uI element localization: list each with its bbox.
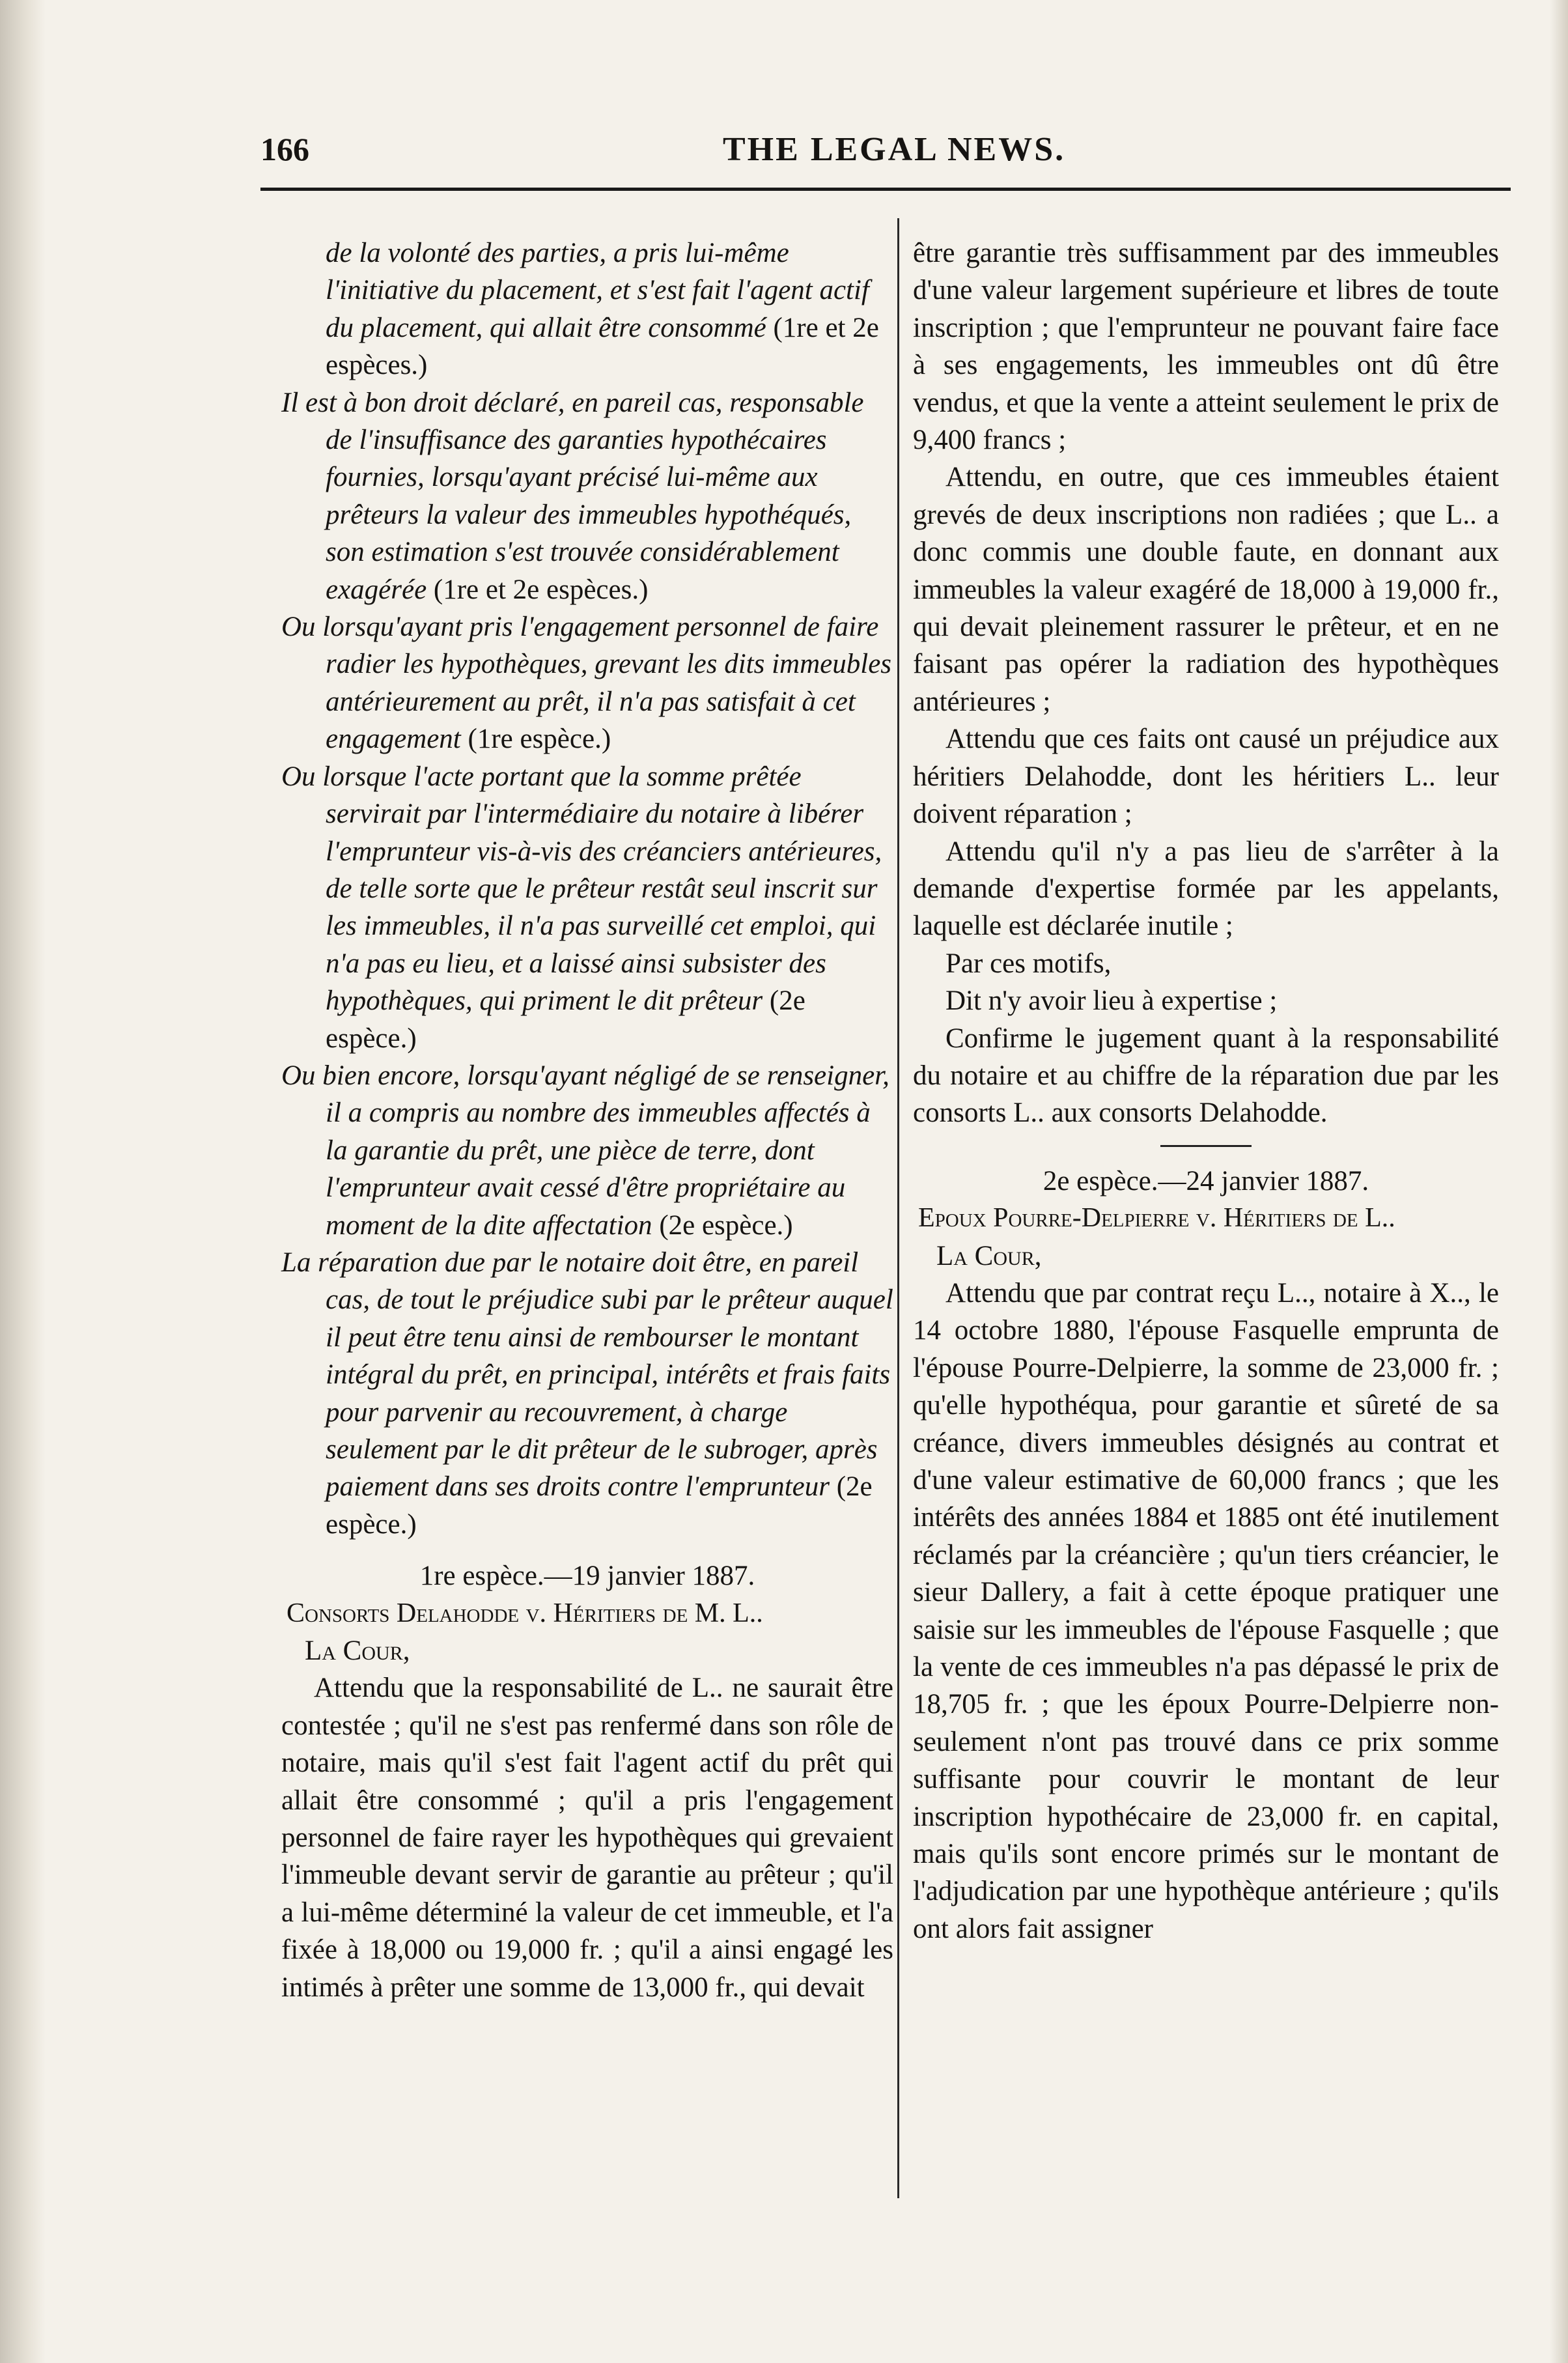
case-1-court: La Cour, [305,1635,410,1667]
case-2-date: 2e espèce.—24 janvier 1887. [1043,1165,1369,1196]
case-1-date: 1re espèce.—19 janvier 1887. [419,1561,755,1592]
left-column [281,234,893,2006]
summary-text: Ou bien encore, lorsqu'ayant négligé de se renseigner, il a compris au nombre des immeubles affectés à la garantie du prêt, une pièce de terre, dont l'emprunteur avait cessé d'être propriétaire au moment de la dite affectation [281,1060,889,1241]
summary-case-ref: (2e espèce.) [652,1210,793,1241]
summary-text: La réparation due par le notaire doit être, en pareil cas, de tout le préjudice subi par le prêteur auquel il peut être tenu ainsi de rembourser le montant intégral du prêt, en principal, intérêts et frais faits pour parvenir au recouvrement, à charge seulement par le dit prêteur de le subroger, après paiement dans ses droits contre l'emprunteur [281,1247,893,1503]
case-2-judgment-text: Attendu que par contrat reçu L.., notaire à X.., le 14 octobre 1880, l'épouse Fasquelle emprunta de l'épouse Pourre-Delpierre, la somme de 23,000 fr. ; qu'elle hypothéqua, pour garantie et sûreté de sa créance, divers immeubles désignés au contrat et d'une valeur estimative de 60,000 francs ; que les intérêts des années 1884 et 1885 ont été inutilement réclamés par la créancière ; qu'un tiers créancier, le sieur Dallery, a fait à cette époque pratiquer une saisie sur les immeubles de l'épouse Fasquelle ; que la vente de ces immeubles n'a pas dépassé le prix de 18,705 fr. ; que les époux Pourre-Delpierre non-seulement n'ont pas trouvé dans ce prix somme suffisante pour couvrir le montant de leur inscription hypothécaire de 23,000 fr. en capital, mais qu'ils sont encore primés sur le montant de l'adjudication par une hypothèque antérieure ; qu'ils ont alors fait assigner [913,1277,1499,1944]
summary-case-ref: (1re et 2e espèces.) [427,574,649,605]
case-2-parties: Epoux Pourre-Delpierre v. Héritiers de L.. [918,1203,1395,1234]
page-header [260,130,1511,182]
judgment-paragraph-6: Dit n'y avoir lieu à expertise ; [945,985,1278,1017]
right-column [913,234,1499,1947]
judgment-paragraph-2: Attendu, en outre, que ces immeubles étaient grevés de deux inscriptions non radiées ; que L.. a donc commis une double faute, en donnant aux immeubles la valeur exagéré de 18,000 à 19,000 fr., qui devait pleinement rassurer le prêteur, et en ne faisant pas opérer la radiation des hypothèques antérieures ; [913,462,1499,717]
summary-paragraph-4 [281,758,893,1057]
summary-paragraph-2 [281,384,893,608]
section-rule [1160,1145,1252,1147]
summary-text: de la volonté des parties, a pris lui-même l'initiative du placement, et s'est fait l'agent actif du placement, qui allait être consommé [326,238,869,343]
summary-paragraph-3 [281,608,893,758]
header-rule [260,188,1511,191]
judgment-paragraph-1: être garantie très suffisamment par des immeubles d'une valeur largement supérieure et libres de toute inscription ; que l'emprunteur ne pouvant faire face à ses engagements, les immeubles ont dû être vendus, et que la vente a atteint seulement le prix de 9,400 francs ; [913,238,1499,456]
page-edge-shadow [1550,0,1568,2363]
case-2-court: La Cour, [936,1240,1042,1271]
summary-case-ref: (2e espèce.) [326,985,805,1054]
judgment-paragraph-7: Confirme le jugement quant à la responsabilité du notaire et au chiffre de la réparation due par les consorts L.. aux consorts Delahodde. [913,1023,1499,1129]
binding-shadow [0,0,46,2363]
running-head: THE LEGAL NEWS. [723,131,1066,168]
summary-text: Ou lorsque l'acte portant que la somme prêtée servirait par l'intermédiaire du notaire à libérer l'emprunteur vis-à-vis des créanciers antérieures, de telle sorte que le prêteur restât seul inscrit sur les immeubles, il n'a pas surveillé cet emploi, qui n'a pas eu lieu, et a laissé ainsi subsister des hypothèques, qui priment le dit prêteur [281,761,882,1017]
summary-paragraph-6 [281,1244,893,1543]
page-number: 166 [260,131,309,167]
spacer [281,1543,893,1557]
summary-text: Il est à bon droit déclaré, en pareil cas, responsable de l'insuffisance des garanties hypothécaires fournies, lorsqu'ayant précisé lui-même aux prêteurs la valeur des immeubles hypothéqués, son estimation s'est trouvée considérablement exagérée [281,387,864,605]
case-1-parties: Consorts Delahodde v. Héritiers de M. L.. [287,1598,763,1628]
summary-text: Ou lorsqu'ayant pris l'engagement personnel de faire radier les hypothèques, grevant les dits immeubles antérieurement au prêt, il n'a pas satisfait à cet engagement [281,612,892,755]
column-divider [897,218,899,2198]
summary-paragraph-5 [281,1057,893,1244]
judgment-paragraph-4: Attendu qu'il n'y a pas lieu de s'arrêter à la demande d'expertise formée par les appelants, laquelle est déclarée inutile ; [913,836,1499,942]
summary-paragraph-1 [281,234,893,384]
summary-case-ref: (1re espèce.) [460,724,611,755]
summary-case-ref: (1re et 2e espèces.) [326,312,879,381]
judgment-paragraph-3: Attendu que ces faits ont causé un préjudice aux héritiers Delahodde, dont les héritiers L.. leur doivent réparation ; [913,724,1499,830]
summary-case-ref: (2e espèce.) [326,1471,873,1540]
case-1-judgment-text: Attendu que la responsabilité de L.. ne saurait être contestée ; qu'il ne s'est pas renfermé dans son rôle de notaire, mais qu'il s'est fait l'agent actif du prêt qui allait être consommé ; qu'il a pris l'engagement personnel de faire rayer les hypothèques qui grevaient l'immeuble devant servir de garantie au prêteur ; qu'il a lui-même déterminé la valeur de cet immeuble, et l'a fixée à 18,000 ou 19,000 fr. ; qu'il a ainsi engagé les intimés à prêter une somme de 13,000 fr., qui devait [281,1673,893,2003]
judgment-paragraph-5: Par ces motifs, [945,948,1112,979]
